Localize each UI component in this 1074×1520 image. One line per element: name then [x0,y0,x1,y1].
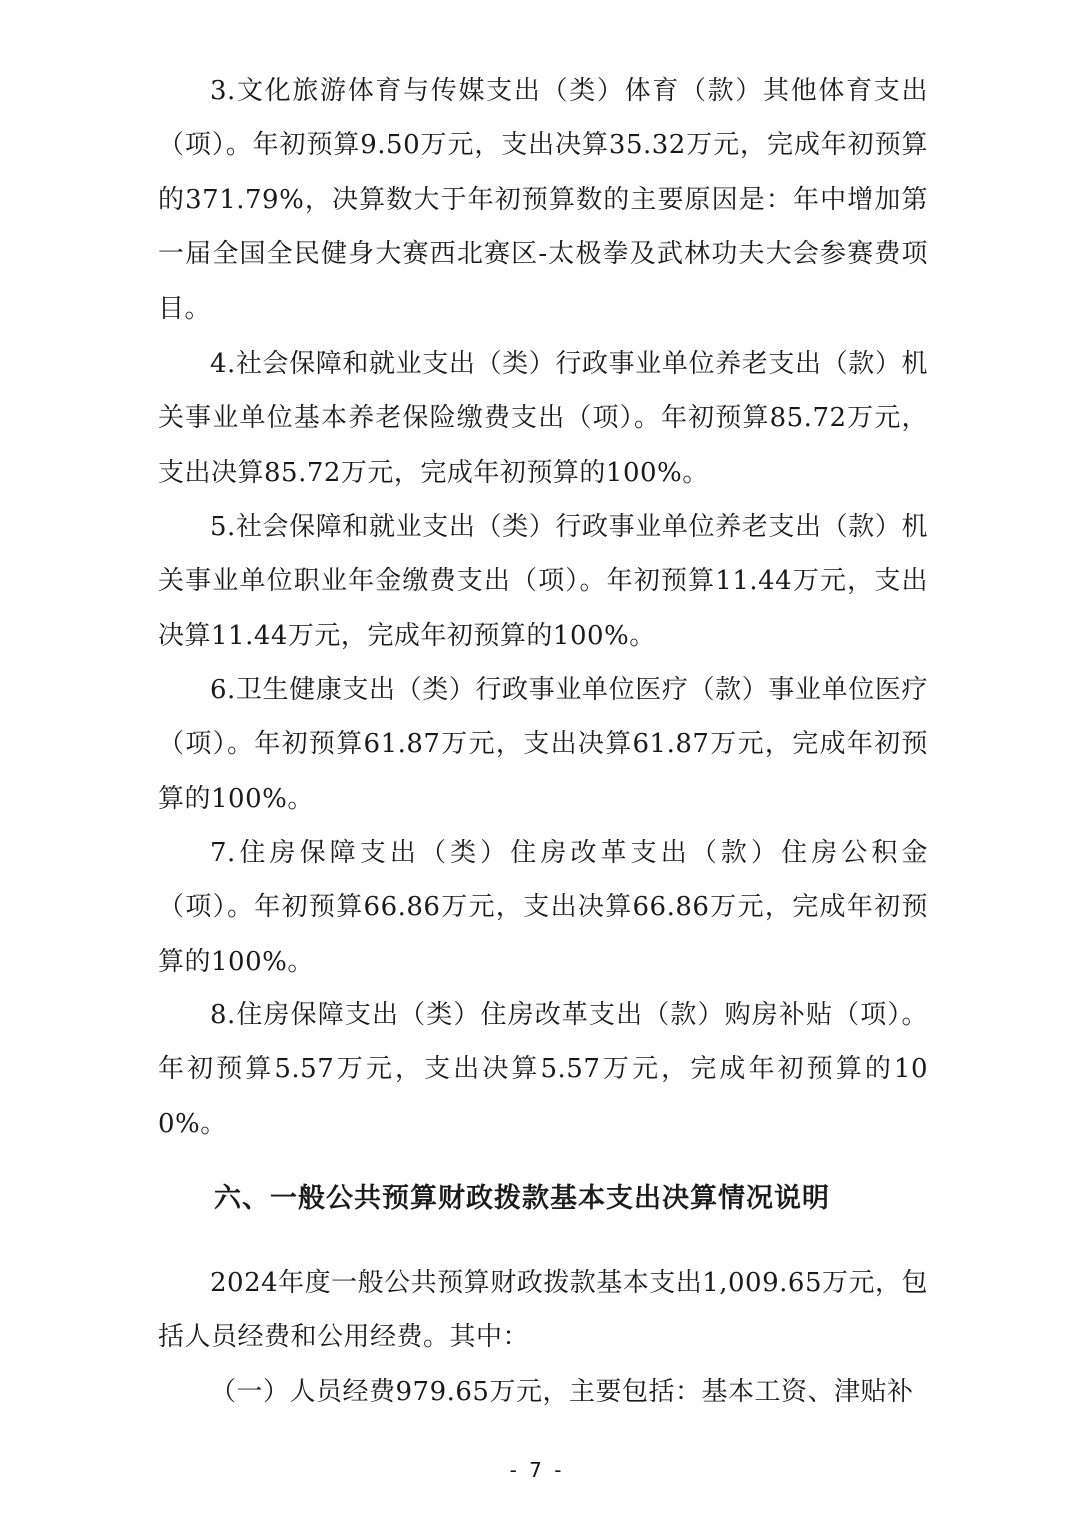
page-number: - 7 - [509,1458,565,1482]
sub-item-paragraph: （一）人员经费979.65万元，主要包括：基本工资、津贴补 [210,1377,914,1407]
section-heading: 六、一般公共预算财政拨款基本支出决算情况说明 [214,1183,830,1214]
paragraph-item-8: 8.住房保障支出（类）住房改革支出（款）购房补贴（项）。年初预算5.57万元，支出决算5.57万元，完成年初预算的100%。 [158,1000,928,1139]
paragraph-item-3: 3.文化旅游体育与传媒支出（类）体育（款）其他体育支出（项）。年初预算9.50万元，支出决算35.32万元，完成年初预算的371.79%，决算数大于年初预算数的主要原因是：年中增加第一届全国全民健身大赛西北赛区-太极拳及武林功夫大会参赛费项目。 [158,76,928,324]
paragraph-item-7: 7.住房保障支出（类）住房改革支出（款）住房公积金（项）。年初预算66.86万元，支出决算66.86万元，完成年初预算的100%。 [158,838,928,977]
section-intro-paragraph: 2024年度一般公共预算财政拨款基本支出1,009.65万元，包括人员经费和公用经费。其中： [158,1268,928,1353]
paragraph-item-6: 6.卫生健康支出（类）行政事业单位医疗（款）事业单位医疗（项）。年初预算61.87万元，支出决算61.87万元，完成年初预算的100%。 [158,675,928,814]
paragraph-item-5: 5.社会保障和就业支出（类）行政事业单位养老支出（款）机关事业单位职业年金缴费支出（项）。年初预算11.44万元，支出决算11.44万元，完成年初预算的100%。 [158,512,928,651]
paragraph-item-4: 4.社会保障和就业支出（类）行政事业单位养老支出（款）机关事业单位基本养老保险缴费支出（项）。年初预算85.72万元，支出决算85.72万元，完成年初预算的100%。 [158,349,928,488]
